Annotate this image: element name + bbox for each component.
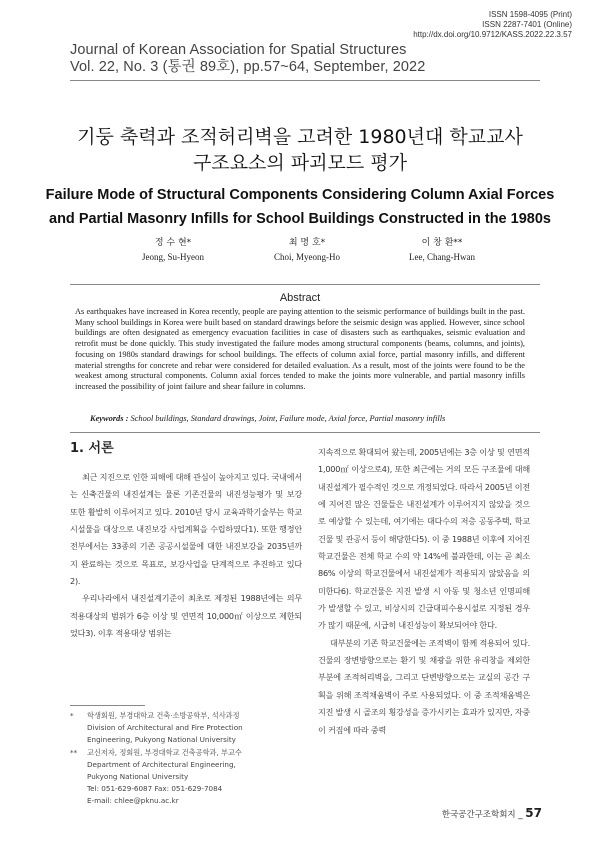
journal-issue: Vol. 22, No. 3 (통권 89호), pp.57~64, September, 2022 [70, 59, 426, 75]
footnote-2 [70, 747, 310, 808]
issn-block [413, 10, 572, 40]
issn-print: ISSN 1598-4095 (Print) [488, 10, 572, 19]
keywords-label: Keywords : [90, 414, 131, 423]
doi-link[interactable]: http://dx.doi.org/10.9712/KASS.2022.22.3.57 [413, 30, 572, 39]
page-footer [442, 806, 542, 820]
footnote-line: Division of Architectural and Fire Protection [87, 723, 243, 733]
author-3 [372, 236, 512, 264]
journal-name: Journal of Korean Association for Spatial Structures [70, 42, 407, 58]
author-2 [237, 236, 377, 264]
abstract-text: As earthquakes have increased in Korea recently, people are paying attention to the seismic performance of buildings built in the past. Many school buildings in Korea were built based on standard drawings before the seismic design was applied. However, since school buildings are often designated as emergency evacuation facilities in case of disasters such as earthquakes, seismic evaluation and retrofit must be done quickly. This study investigated the failure modes among structural components (beams, columns, and joints), focusing on 1980s standard drawings for school buildings. The effects of column axial force, partial masonry infills, and different material strengths for concrete and rebar were considered for detailed evaluation. As a result, most of the joints were found to be the weakest among structural components. Column axial forces tended to make the joints more vulnerable, and partial masonry infills increased the possibility of joint failure and shear failure in columns. [75, 307, 525, 391]
issn-online: ISSN 2287-7401 (Online) [482, 20, 572, 29]
section-heading: 1. 서론 [70, 441, 114, 456]
author-3-english: Lee, Chang-Hwan [409, 252, 475, 262]
footnote-line: Tel: 051-629-6087 Fax: 051-629-7084 [87, 784, 223, 794]
footnote-mark: * [70, 711, 74, 720]
footnote-line: E-mail: chlee@pknu.ac.kr [87, 796, 179, 806]
journal-header [70, 42, 425, 76]
author-list [0, 236, 600, 276]
keywords-bottom-rule [70, 432, 540, 433]
author-1-korean: 정 수 현* [154, 238, 192, 248]
footnote-line: 교신저자, 정회원, 부경대학교 건축공학과, 부교수 [87, 747, 242, 757]
body-paragraph: 대부분의 기존 학교건물에는 조적벽이 함께 적용되어 있다. 건물의 장변방향으로는 환기 및 채광을 위한 유리창을 제외한 부분에 조적허리벽을, 그리고 단변방향으로는 교실의 공간 구획을 위해 조적채움벽이 주로 사용되었다. 이 중 조적채움벽은 지진 발생 시 골조의 횡강성을 증가시키는 효과가 있지만, 자중이 커짐에 따라 중력 [318, 637, 530, 735]
abstract-heading: Abstract [279, 292, 321, 304]
body-right-column [318, 444, 530, 739]
abstract-top-rule [70, 284, 540, 285]
footnote-rule [70, 705, 145, 706]
keywords-text: School buildings, Standard drawings, Joint, Failure mode, Axial force, Partial masonry infills [130, 414, 446, 423]
author-3-korean: 이 창 환** [421, 238, 463, 248]
english-title-line2: and Partial Masonry Infills for School Buildings Constructed in the 1980s [49, 211, 551, 227]
author-1 [103, 236, 243, 264]
footnote-line: Pukyong National University [87, 772, 189, 782]
author-2-korean: 최 명 호* [288, 238, 326, 248]
footnotes [70, 710, 310, 808]
korean-title-line1: 기둥 축력과 조적허리벽을 고려한 1980년대 학교교사 [77, 126, 523, 148]
footnote-line: 학생회원, 부경대학교 건축·소방공학부, 석사과정 [87, 711, 240, 720]
body-paragraph: 지속적으로 확대되어 왔는데, 2005년에는 3층 이상 및 연면적 1,000㎡ 이상으로4), 또한 최근에는 거의 모든 구조물에 대해 내진설계가 필수적인 것으로 개정되었다. 따라서 2005년 이전에 지어진 많은 건물들은 내진설계가 이루어지지 않았을 것으로 예상할 수 있는데, 여기에는 대다수의 저층 공동주택, 학교건물 및 관공서 등이 해당한다5). 이 중 1988년 이후에 지어진 학교건물은 전체 학교 수의 약 14%에 불과한데, 이는 곧 최소 86% 이상의 학교건물에서 내진설계가 적용되지 않았음을 의미한다6). 학교건물은 지진 발생 시 아동 및 청소년 인명피해가 발생할 수 있고, 비상시의 긴급대피수용시설로 지정된 경우가 많기 때문에, 시급히 내진성능이 확보되어야 한다. [318, 447, 530, 631]
footnote-1 [70, 710, 310, 747]
footnote-line: Department of Architectural Engineering, [87, 759, 236, 769]
header-rule [70, 80, 540, 81]
body-paragraph: 우리나라에서 내진설계기준이 최초로 제정된 1988년에는 의무 적용대상의 범위가 6층 이상 및 연면적 10,000㎡ 이상으로 제한되었다3). 이후 적용대상 범위는 [70, 593, 302, 639]
footnote-line: Engineering, Pukyong National University [87, 735, 236, 745]
body-paragraph: 최근 지진으로 인한 피해에 대해 관심이 높아지고 있다. 국내에서는 신축건물의 내진설계는 물론 기존건물의 내진성능평가 및 보강 또한 활발히 이루어지고 있다. 2010년 당시 교육과학기술부는 학교시설물을 대상으로 내진보강 사업계획을 수립하였다1). 또한 행정안전부에서는 33종의 기존 공공시설물에 대한 내진보강을 2035년까지 완료하는 것으로 목표로, 보강사업을 단계적으로 추진하고 있다2). [70, 472, 302, 587]
english-title-line1: Failure Mode of Structural Components Considering Column Axial Forces [45, 187, 555, 203]
footer-journal: 한국공간구조학회지 _ [441, 810, 526, 820]
korean-title-line2: 구조요소의 파괴모드 평가 [193, 152, 407, 174]
footnote-mark: ** [70, 747, 78, 757]
author-2-english: Choi, Myeong-Ho [274, 252, 340, 262]
keywords [90, 414, 445, 423]
body-left-column [70, 469, 302, 642]
page-number: 57 [525, 806, 542, 820]
author-1-english: Jeong, Su-Hyeon [142, 252, 204, 262]
